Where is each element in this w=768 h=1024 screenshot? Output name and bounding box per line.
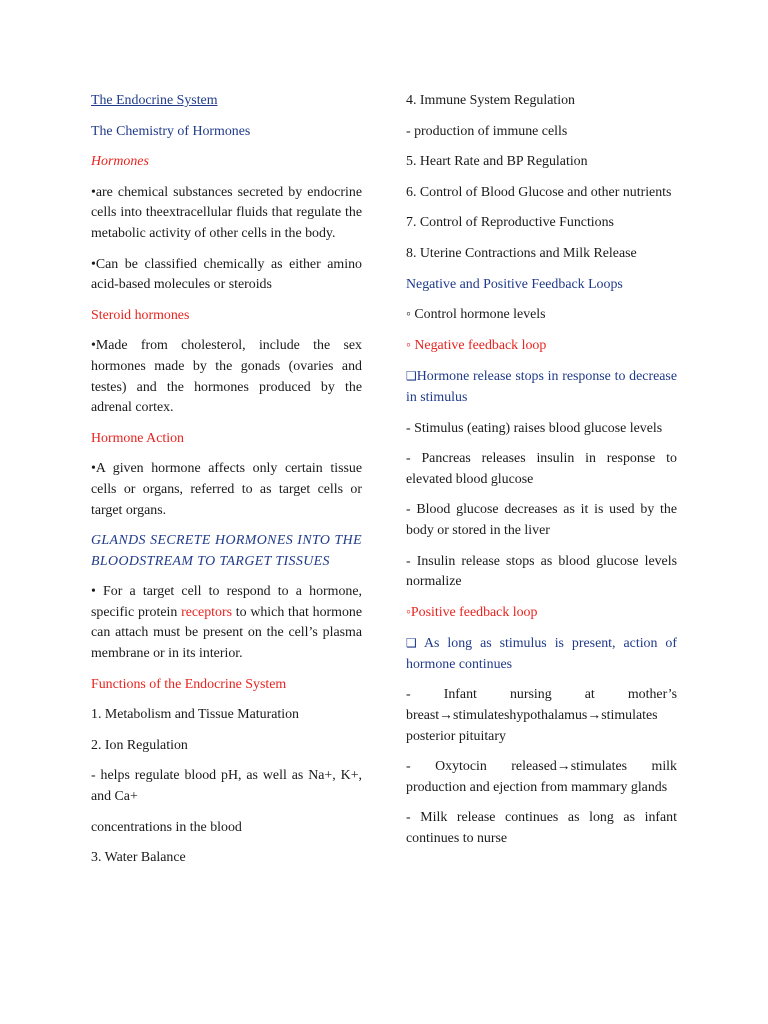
left-column [91, 91, 362, 879]
negative-step-4: - Insulin release stops as blood glucose levels normalize [406, 553, 677, 590]
function-item-4: 4. Immune System Regulation [406, 93, 575, 108]
section-subtitle: The Chemistry of Hormones [91, 123, 251, 139]
function-item-2-detail-continued: concentrations in the blood [91, 819, 242, 835]
negative-step-2: - Pancreas releases insulin in response to elevated blood glucose [406, 451, 677, 487]
positive-feedback-heading: ◦Positive feedback loop [406, 604, 538, 620]
hormones-paragraph-1: •are chemical substances secreted by endocrine cells into theextracellular fluids that regulate the metabolic activity of other cells in the body. [91, 184, 362, 241]
function-item-2: 2. Ion Regulation [91, 737, 188, 753]
steroid-paragraph: •Made from cholesterol, include the sex hormones made by the gonads (ovaries and testes) and the hormones produced by the adrenal cortex. [91, 338, 362, 416]
negative-feedback-summary-text: Hormone release stops in response to decrease in stimulus [406, 369, 677, 405]
glands-heading: GLANDS SECRETE HORMONES INTO THE BLOODSTREAM TO TARGET TISSUES [91, 533, 362, 569]
function-item-4-detail: - production of immune cells [406, 123, 568, 139]
positive-step-3: - Milk release continues as long as infant continues to nurse [406, 810, 677, 847]
negative-feedback-heading: ◦ Negative feedback loop [406, 337, 547, 353]
function-item-7: 7. Control of Reproductive Functions [406, 215, 614, 231]
functions-heading: Functions of the Endocrine System [91, 676, 287, 692]
function-item-2-detail: - helps regulate blood pH, as well as Na+, K+, and Ca+ [91, 768, 362, 805]
receptor-text-pre: • For a target cell to respond to a hormone, specific protein [91, 584, 362, 620]
hormones-paragraph-2: •Can be classified chemically as either amino acid-based molecules or steroids [91, 256, 362, 293]
function-item-3: 3. Water Balance [91, 850, 186, 866]
action-paragraph: •A given hormone affects only certain tissue cells or organs, referred to as target cells or target organs. [91, 461, 362, 518]
negative-step-1: - Stimulus (eating) raises blood glucose levels [406, 420, 663, 436]
feedback-loops-heading: Negative and Positive Feedback Loops [406, 276, 623, 292]
right-column [406, 91, 677, 860]
steroid-heading: Steroid hormones [91, 307, 190, 323]
positive-feedback-summary [406, 633, 677, 675]
action-heading: Hormone Action [91, 430, 184, 446]
receptor-text-post: to which that hormone can attach must be present on the cell’s plasma membrane or in its interior. [91, 604, 362, 662]
hormones-heading: Hormones [91, 154, 149, 170]
receptor-paragraph [91, 582, 362, 664]
checkbox-bullet-icon: ❑ [406, 636, 417, 651]
function-item-5: 5. Heart Rate and BP Regulation [406, 154, 588, 170]
document-title: The Endocrine System [91, 93, 218, 108]
positive-feedback-summary-text: As long as stimulus is present, action of hormone continues [406, 636, 677, 672]
function-item-6: 6. Control of Blood Glucose and other nutrients [406, 184, 672, 200]
function-item-1: 1. Metabolism and Tissue Maturation [91, 707, 299, 723]
negative-step-3: - Blood glucose decreases as it is used by the body or stored in the liver [406, 502, 677, 538]
checkbox-bullet-icon: ❑ [406, 369, 417, 384]
control-hormone-levels: ◦ Control hormone levels [406, 307, 546, 323]
receptor-keyword: receptors [181, 604, 232, 620]
function-item-8: 8. Uterine Contractions and Milk Release [406, 245, 637, 261]
negative-feedback-summary [406, 366, 677, 408]
positive-step-1: - Infant nursing at mother’s breast→stimulateshypothalamus→stimulates posterior pituitary [406, 687, 677, 744]
positive-step-2: - Oxytocin released→stimulates milk production and ejection from mammary glands [406, 759, 677, 795]
